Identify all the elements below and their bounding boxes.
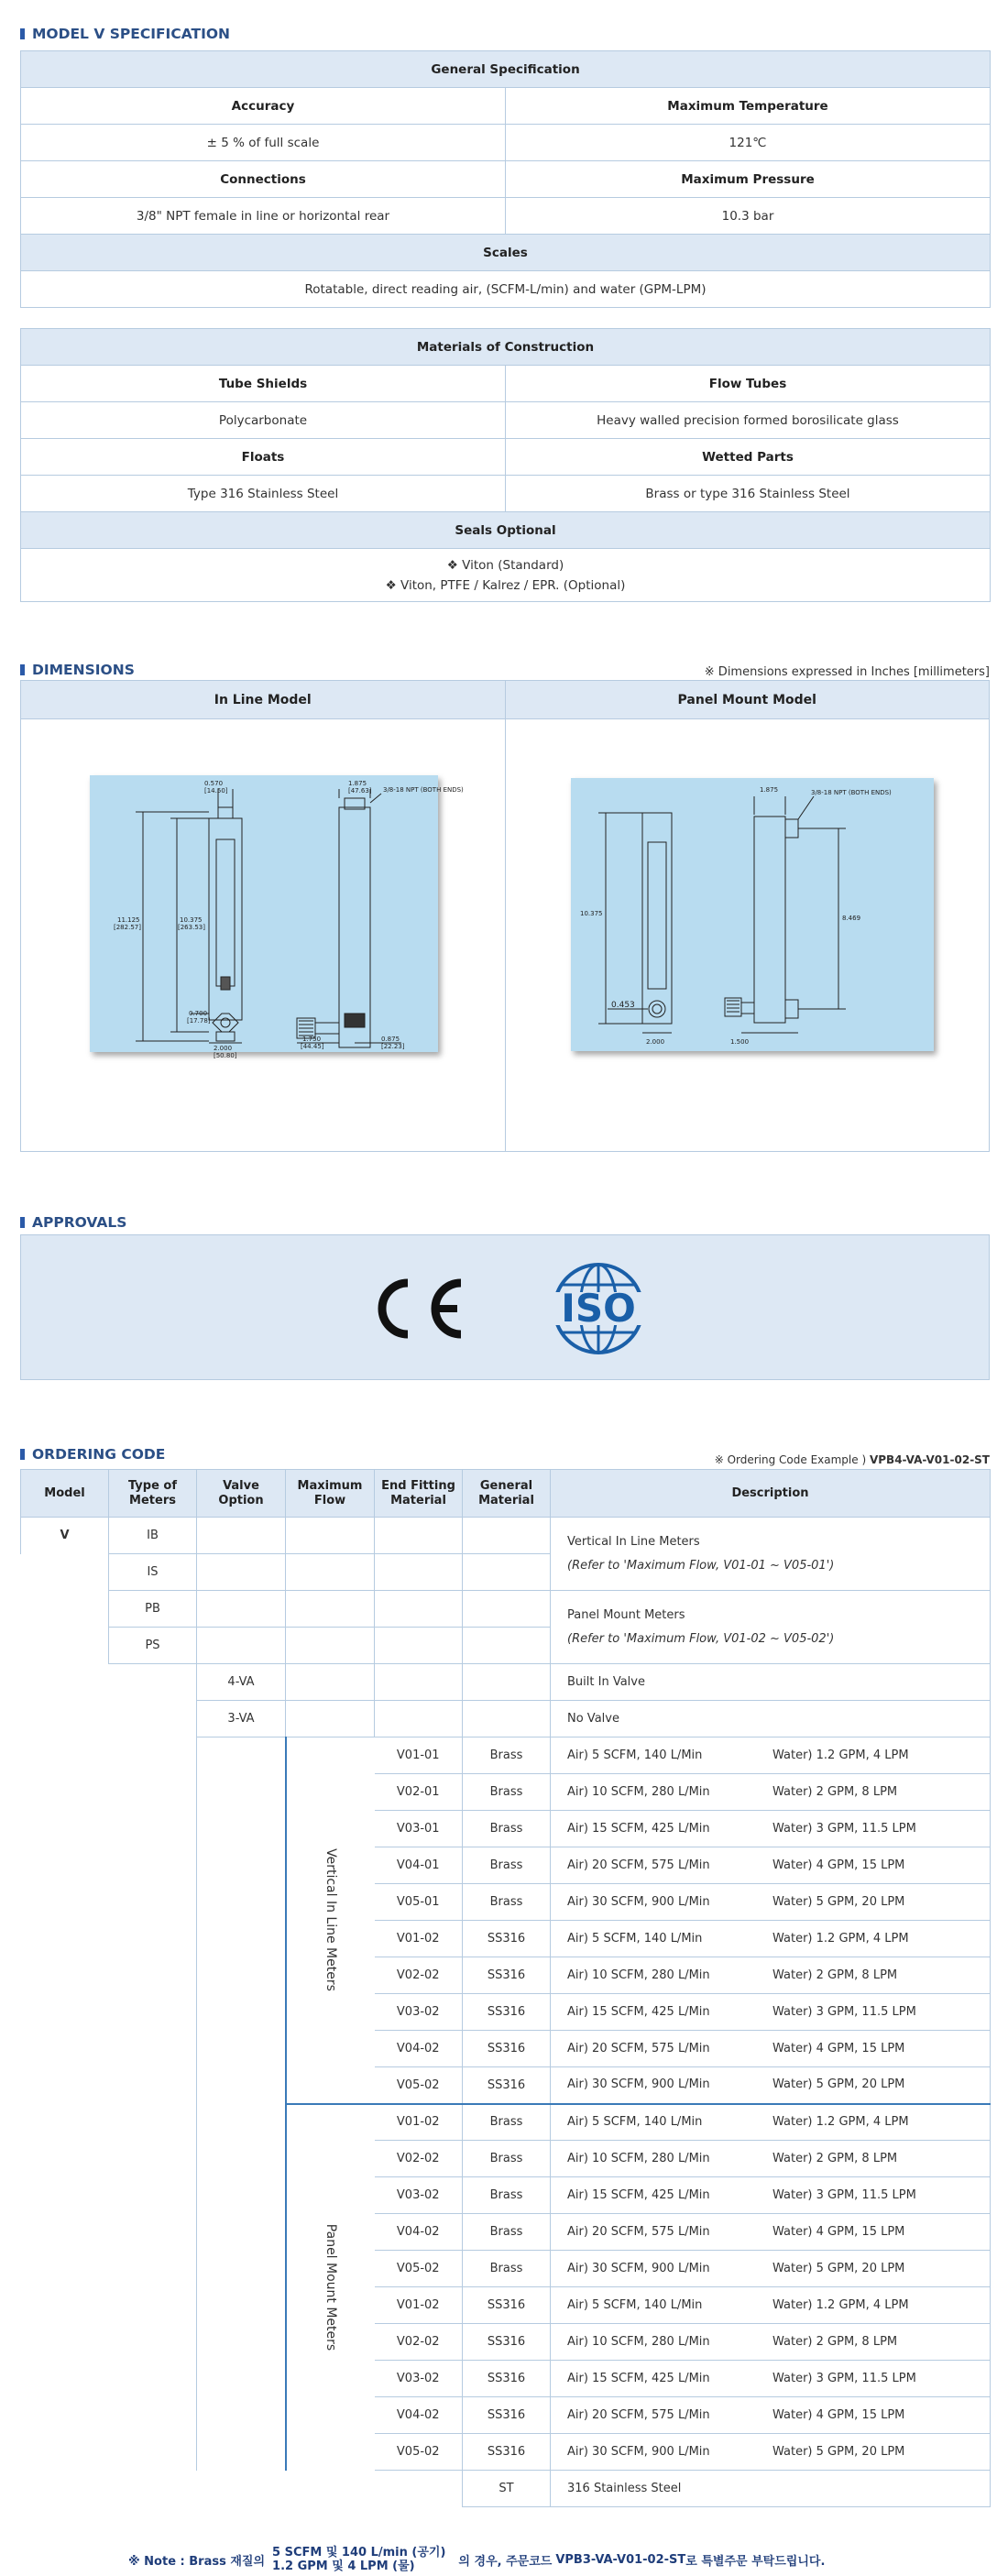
dimensions-note: ※ Dimensions expressed in Inches [millimeters] bbox=[704, 665, 990, 679]
flow-code: V03-02 bbox=[375, 1994, 463, 2031]
flow-row bbox=[21, 2324, 991, 2361]
type-code: PB bbox=[109, 1591, 197, 1628]
inline-dim-b2: 1.750 bbox=[302, 1036, 322, 1043]
panel-dim-b1: 2.000 bbox=[646, 1038, 665, 1046]
end-fitting-material: Brass bbox=[463, 1884, 551, 1921]
panel-dim-h2: 8.469 bbox=[842, 915, 861, 922]
flow-code: V01-02 bbox=[375, 2287, 463, 2324]
water-flow: Water) 2 GPM, 8 LPM bbox=[772, 1968, 898, 1982]
end-fitting-material: SS316 bbox=[463, 2287, 551, 2324]
air-flow: Air) 5 SCFM, 140 L/Min bbox=[567, 2114, 703, 2129]
end-fitting-material: Brass bbox=[463, 1847, 551, 1884]
air-flow: Air) 15 SCFM, 425 L/Min bbox=[567, 1821, 710, 1836]
flow-code: V04-02 bbox=[375, 2031, 463, 2067]
seals-line-2: ❖ Viton, PTFE / Kalrez / EPR. (Optional) bbox=[385, 577, 626, 593]
panel-model-drawing bbox=[571, 778, 934, 1051]
col-max-flow: Maximum Flow bbox=[286, 1470, 375, 1518]
dimensions-title-text: DIMENSIONS bbox=[32, 662, 135, 678]
flow-desc bbox=[551, 2251, 991, 2287]
panel-npt-label: 3/8-18 NPT (BOTH ENDS) bbox=[811, 789, 892, 796]
flow-row bbox=[21, 2251, 991, 2287]
flow-row bbox=[21, 2141, 991, 2177]
air-flow: Air) 5 SCFM, 140 L/Min bbox=[567, 1931, 703, 1946]
air-flow: Air) 20 SCFM, 575 L/Min bbox=[567, 1858, 710, 1872]
panel-type-desc bbox=[551, 1591, 991, 1664]
flow-row bbox=[21, 1737, 991, 1774]
panel-flow-rows bbox=[21, 2104, 991, 2471]
inline-dim-b1mm: [50.80] bbox=[214, 1052, 237, 1059]
water-flow: Water) 3 GPM, 11.5 LPM bbox=[772, 2187, 916, 2202]
flow-row bbox=[21, 1884, 991, 1921]
end-fitting-material: SS316 bbox=[463, 1957, 551, 1994]
end-fitting-material: SS316 bbox=[463, 2067, 551, 2104]
flow-code: V02-02 bbox=[375, 2324, 463, 2361]
max-temp-value: 121℃ bbox=[506, 125, 991, 161]
footnote-line-2: 1.2 GPM 및 4 LPM (물) bbox=[272, 2560, 415, 2573]
panel-dim-h3: 0.453 bbox=[611, 1001, 635, 1010]
iso-text: ISO bbox=[561, 1286, 636, 1331]
section-marker bbox=[20, 1217, 25, 1228]
inline-dim-b3: 0.875 bbox=[381, 1036, 400, 1043]
col-description: Description bbox=[551, 1470, 991, 1518]
end-fitting-material: Brass bbox=[463, 2104, 551, 2141]
flow-group-label-text: Vertical In Line Meters bbox=[323, 1848, 338, 1992]
air-flow: Air) 10 SCFM, 280 L/Min bbox=[567, 2334, 710, 2349]
water-flow: Water) 1.2 GPM, 4 LPM bbox=[772, 1931, 909, 1946]
iso-logo bbox=[545, 1261, 652, 1356]
inline-dim-h3mm: [17.78] bbox=[187, 1017, 211, 1025]
inline-dim-h3: 0.700 bbox=[189, 1010, 208, 1017]
end-fitting-material: Brass bbox=[463, 2141, 551, 2177]
panel-dim-h: 10.375 bbox=[580, 910, 603, 917]
approvals-panel bbox=[20, 1234, 990, 1380]
flow-row bbox=[21, 2067, 991, 2104]
ce-mark-logo bbox=[362, 1272, 472, 1345]
flow-row bbox=[21, 1847, 991, 1884]
ordering-example-prefix: ※ Ordering Code Example ) bbox=[714, 1453, 867, 1466]
flow-row bbox=[21, 1811, 991, 1847]
approvals-title-text: APPROVALS bbox=[32, 1214, 127, 1231]
footnote-prefix: ※ Note : Brass 재질의 bbox=[128, 2554, 266, 2569]
air-flow: Air) 10 SCFM, 280 L/Min bbox=[567, 1784, 710, 1799]
flow-row bbox=[21, 1921, 991, 1957]
flow-code: V05-01 bbox=[375, 1884, 463, 1921]
flow-desc bbox=[551, 2177, 991, 2214]
flow-desc bbox=[551, 2141, 991, 2177]
approvals-section-title bbox=[20, 1214, 126, 1231]
air-flow: Air) 15 SCFM, 425 L/Min bbox=[567, 2371, 710, 2385]
water-flow: Water) 4 GPM, 15 LPM bbox=[772, 1858, 905, 1872]
air-flow: Air) 10 SCFM, 280 L/Min bbox=[567, 1968, 710, 1982]
ordering-title-text: ORDERING CODE bbox=[32, 1446, 166, 1463]
flow-desc bbox=[551, 1884, 991, 1921]
tube-shields-label: Tube Shields bbox=[21, 366, 506, 402]
air-flow: Air) 30 SCFM, 900 L/Min bbox=[567, 1894, 710, 1909]
floats-label: Floats bbox=[21, 439, 506, 476]
section-marker bbox=[20, 664, 25, 675]
dimensions-panel bbox=[20, 680, 990, 1152]
inline-dim-h1: 11.125 bbox=[117, 916, 140, 924]
air-flow: Air) 20 SCFM, 575 L/Min bbox=[567, 2041, 710, 2055]
end-fitting-material: Brass bbox=[463, 1811, 551, 1847]
water-flow: Water) 5 GPM, 20 LPM bbox=[772, 2444, 905, 2459]
flow-code: V04-02 bbox=[375, 2397, 463, 2434]
inline-dim-h2mm: [263.53] bbox=[178, 924, 205, 931]
water-flow: Water) 1.2 GPM, 4 LPM bbox=[772, 2297, 909, 2312]
end-fitting-material: Brass bbox=[463, 2177, 551, 2214]
ordering-example bbox=[715, 1453, 990, 1466]
inline-dim-w2: 1.875 bbox=[348, 780, 367, 787]
ordering-example-code: VPB4-VA-V01-02-ST bbox=[869, 1453, 990, 1466]
air-flow: Air) 5 SCFM, 140 L/Min bbox=[567, 1748, 703, 1762]
max-pressure-value: 10.3 bar bbox=[506, 198, 991, 235]
connections-label: Connections bbox=[21, 161, 506, 198]
connections-value: 3/8" NPT female in line or horizontal rear bbox=[21, 198, 506, 235]
flow-code: V03-02 bbox=[375, 2177, 463, 2214]
flow-code: V03-01 bbox=[375, 1811, 463, 1847]
air-flow: Air) 20 SCFM, 575 L/Min bbox=[567, 2224, 710, 2239]
panel-drawing-svg bbox=[571, 778, 934, 1051]
flow-code: V02-02 bbox=[375, 2141, 463, 2177]
end-fitting-material: SS316 bbox=[463, 1921, 551, 1957]
type-code: IS bbox=[109, 1554, 197, 1591]
flow-code: V05-02 bbox=[375, 2251, 463, 2287]
vertical-flow-rows bbox=[21, 1737, 991, 2104]
panel-type-desc-ref: (Refer to 'Maximum Flow, V01-02 ~ V05-02') bbox=[567, 1631, 835, 1646]
tube-shields-value: Polycarbonate bbox=[21, 402, 506, 439]
flow-desc bbox=[551, 2104, 991, 2141]
section-marker bbox=[20, 28, 25, 39]
water-flow: Water) 4 GPM, 15 LPM bbox=[772, 2224, 905, 2239]
flow-code: V03-02 bbox=[375, 2361, 463, 2397]
flow-code: V01-01 bbox=[375, 1737, 463, 1774]
wetted-parts-label: Wetted Parts bbox=[506, 439, 991, 476]
flow-code: V01-02 bbox=[375, 2104, 463, 2141]
inline-npt-label: 3/8-18 NPT (BOTH ENDS) bbox=[383, 786, 464, 794]
inline-type-desc-title: Vertical In Line Meters bbox=[567, 1534, 700, 1549]
col-general-material: General Material bbox=[463, 1470, 551, 1518]
flow-code: V02-02 bbox=[375, 1957, 463, 1994]
flow-row bbox=[21, 2104, 991, 2141]
air-flow: Air) 10 SCFM, 280 L/Min bbox=[567, 2151, 710, 2165]
footnote-line-1: 5 SCFM 및 140 L/min (공기) bbox=[272, 2546, 446, 2560]
accuracy-label: Accuracy bbox=[21, 88, 506, 125]
ordering-section-title bbox=[20, 1446, 165, 1463]
inline-type-desc bbox=[551, 1518, 991, 1591]
water-flow: Water) 1.2 GPM, 4 LPM bbox=[772, 2114, 909, 2129]
air-flow: Air) 20 SCFM, 575 L/Min bbox=[567, 2407, 710, 2422]
inline-dim-b1: 2.000 bbox=[214, 1045, 233, 1052]
model-code: V bbox=[21, 1518, 109, 1554]
flow-tubes-label: Flow Tubes bbox=[506, 366, 991, 402]
water-flow: Water) 3 GPM, 11.5 LPM bbox=[772, 2004, 916, 2019]
water-flow: Water) 3 GPM, 11.5 LPM bbox=[772, 2371, 916, 2385]
flow-desc bbox=[551, 1847, 991, 1884]
flow-desc bbox=[551, 2067, 991, 2104]
flow-desc bbox=[551, 2324, 991, 2361]
flow-group-label bbox=[286, 2104, 375, 2471]
flow-group-label bbox=[286, 1737, 375, 2104]
flow-desc bbox=[551, 1921, 991, 1957]
air-flow: Air) 30 SCFM, 900 L/Min bbox=[567, 2261, 710, 2275]
general-spec-table bbox=[20, 50, 991, 308]
end-fitting-material: SS316 bbox=[463, 1994, 551, 2031]
end-fitting-material: Brass bbox=[463, 2251, 551, 2287]
inline-dim-w2mm: [47.63] bbox=[348, 787, 372, 795]
flow-desc bbox=[551, 1774, 991, 1811]
valve-code: 3-VA bbox=[197, 1701, 286, 1737]
flow-row bbox=[21, 2214, 991, 2251]
max-pressure-label: Maximum Pressure bbox=[506, 161, 991, 198]
panel-type-desc-title: Panel Mount Meters bbox=[567, 1607, 685, 1622]
inline-dim-h2: 10.375 bbox=[180, 916, 203, 924]
inline-dim-w1: 0.570 bbox=[204, 780, 224, 787]
water-flow: Water) 4 GPM, 15 LPM bbox=[772, 2041, 905, 2055]
water-flow: Water) 3 GPM, 11.5 LPM bbox=[772, 1821, 916, 1836]
water-flow: Water) 5 GPM, 20 LPM bbox=[772, 2261, 905, 2275]
type-code: PS bbox=[109, 1628, 197, 1664]
inline-dim-h1mm: [282.57] bbox=[114, 924, 141, 931]
footnote-suffix: 의 경우, 주문코드 bbox=[458, 2554, 553, 2569]
flow-row bbox=[21, 2031, 991, 2067]
seals-value bbox=[21, 549, 991, 602]
general-material-desc: 316 Stainless Steel bbox=[551, 2471, 991, 2507]
valve-code: 4-VA bbox=[197, 1664, 286, 1701]
flow-code: V01-02 bbox=[375, 1921, 463, 1957]
water-flow: Water) 5 GPM, 20 LPM bbox=[772, 1894, 905, 1909]
max-temp-label: Maximum Temperature bbox=[506, 88, 991, 125]
type-code: IB bbox=[109, 1518, 197, 1554]
flow-row bbox=[21, 2361, 991, 2397]
inline-dim-b3mm: [22.23] bbox=[381, 1043, 405, 1050]
scales-header: Scales bbox=[21, 235, 991, 271]
water-flow: Water) 1.2 GPM, 4 LPM bbox=[772, 1748, 909, 1762]
ordering-code-table bbox=[20, 1469, 991, 2507]
panel-dim-b2: 1.500 bbox=[730, 1038, 750, 1046]
flow-row bbox=[21, 2287, 991, 2324]
water-flow: Water) 5 GPM, 20 LPM bbox=[772, 2077, 905, 2092]
flow-desc bbox=[551, 2287, 991, 2324]
flow-code: V04-01 bbox=[375, 1847, 463, 1884]
inline-dim-b2mm: [44.45] bbox=[301, 1043, 324, 1050]
air-flow: Air) 30 SCFM, 900 L/Min bbox=[567, 2077, 710, 2092]
order-footnote bbox=[128, 2546, 825, 2573]
end-fitting-material: SS316 bbox=[463, 2324, 551, 2361]
air-flow: Air) 5 SCFM, 140 L/Min bbox=[567, 2297, 703, 2312]
dimensions-section-title bbox=[20, 662, 135, 678]
flow-code: V04-02 bbox=[375, 2214, 463, 2251]
inline-drawing-svg bbox=[90, 775, 464, 1059]
flow-group-label-text: Panel Mount Meters bbox=[323, 2223, 338, 2351]
inline-model-drawing bbox=[90, 775, 464, 1059]
flow-code: V05-02 bbox=[375, 2067, 463, 2104]
flow-desc bbox=[551, 1737, 991, 1774]
end-fitting-material: SS316 bbox=[463, 2031, 551, 2067]
materials-header: Materials of Construction bbox=[21, 329, 991, 366]
col-type: Type of Meters bbox=[109, 1470, 197, 1518]
panel-model-header: Panel Mount Model bbox=[677, 693, 816, 707]
water-flow: Water) 2 GPM, 8 LPM bbox=[772, 2334, 898, 2349]
accuracy-value: ± 5 % of full scale bbox=[21, 125, 506, 161]
spec-section-title bbox=[20, 26, 230, 42]
flow-row bbox=[21, 2177, 991, 2214]
seals-header: Seals Optional bbox=[21, 512, 991, 549]
flow-code: V05-02 bbox=[375, 2434, 463, 2471]
water-flow: Water) 2 GPM, 8 LPM bbox=[772, 2151, 898, 2165]
flow-desc bbox=[551, 2214, 991, 2251]
flow-row bbox=[21, 1994, 991, 2031]
flow-desc bbox=[551, 2361, 991, 2397]
spec-title-text: MODEL V SPECIFICATION bbox=[32, 26, 230, 42]
air-flow: Air) 15 SCFM, 425 L/Min bbox=[567, 2004, 710, 2019]
air-flow: Air) 15 SCFM, 425 L/Min bbox=[567, 2187, 710, 2202]
air-flow: Air) 30 SCFM, 900 L/Min bbox=[567, 2444, 710, 2459]
flow-row bbox=[21, 1774, 991, 1811]
flow-row bbox=[21, 2434, 991, 2471]
col-model: Model bbox=[21, 1470, 109, 1518]
flow-desc bbox=[551, 1811, 991, 1847]
wetted-parts-value: Brass or type 316 Stainless Steel bbox=[506, 476, 991, 512]
end-fitting-material: Brass bbox=[463, 1737, 551, 1774]
valve-desc: No Valve bbox=[551, 1701, 991, 1737]
general-spec-header: General Specification bbox=[21, 51, 991, 88]
materials-table bbox=[20, 328, 991, 602]
inline-type-desc-ref: (Refer to 'Maximum Flow, V01-01 ~ V05-01') bbox=[567, 1558, 835, 1573]
flow-desc bbox=[551, 1957, 991, 1994]
flow-desc bbox=[551, 2397, 991, 2434]
valve-desc: Built In Valve bbox=[551, 1664, 991, 1701]
seals-line-1: ❖ Viton (Standard) bbox=[446, 557, 564, 573]
scales-value: Rotatable, direct reading air, (SCFM-L/min) and water (GPM-LPM) bbox=[21, 271, 991, 308]
flow-desc bbox=[551, 2031, 991, 2067]
footnote-code: VPB3-VA-V01-02-ST bbox=[555, 2552, 686, 2567]
flow-code: V02-01 bbox=[375, 1774, 463, 1811]
water-flow: Water) 2 GPM, 8 LPM bbox=[772, 1784, 898, 1799]
col-valve: Valve Option bbox=[197, 1470, 286, 1518]
end-fitting-material: Brass bbox=[463, 2214, 551, 2251]
end-fitting-material: Brass bbox=[463, 1774, 551, 1811]
panel-dim-w: 1.875 bbox=[760, 786, 779, 794]
section-marker bbox=[20, 1449, 25, 1460]
water-flow: Water) 4 GPM, 15 LPM bbox=[772, 2407, 905, 2422]
flow-desc bbox=[551, 1994, 991, 2031]
end-fitting-material: SS316 bbox=[463, 2434, 551, 2471]
flow-desc bbox=[551, 2434, 991, 2471]
footnote-suffix-end: 로 특별주문 부탁드립니다. bbox=[685, 2554, 826, 2569]
floats-value: Type 316 Stainless Steel bbox=[21, 476, 506, 512]
flow-row bbox=[21, 1957, 991, 1994]
flow-row bbox=[21, 2397, 991, 2434]
flow-tubes-value: Heavy walled precision formed borosilicate glass bbox=[506, 402, 991, 439]
general-material-code: ST bbox=[463, 2471, 551, 2507]
col-end-fitting: End Fitting Material bbox=[375, 1470, 463, 1518]
end-fitting-material: SS316 bbox=[463, 2397, 551, 2434]
end-fitting-material: SS316 bbox=[463, 2361, 551, 2397]
inline-model-header: In Line Model bbox=[21, 681, 506, 718]
inline-dim-w1mm: [14.50] bbox=[204, 787, 228, 795]
